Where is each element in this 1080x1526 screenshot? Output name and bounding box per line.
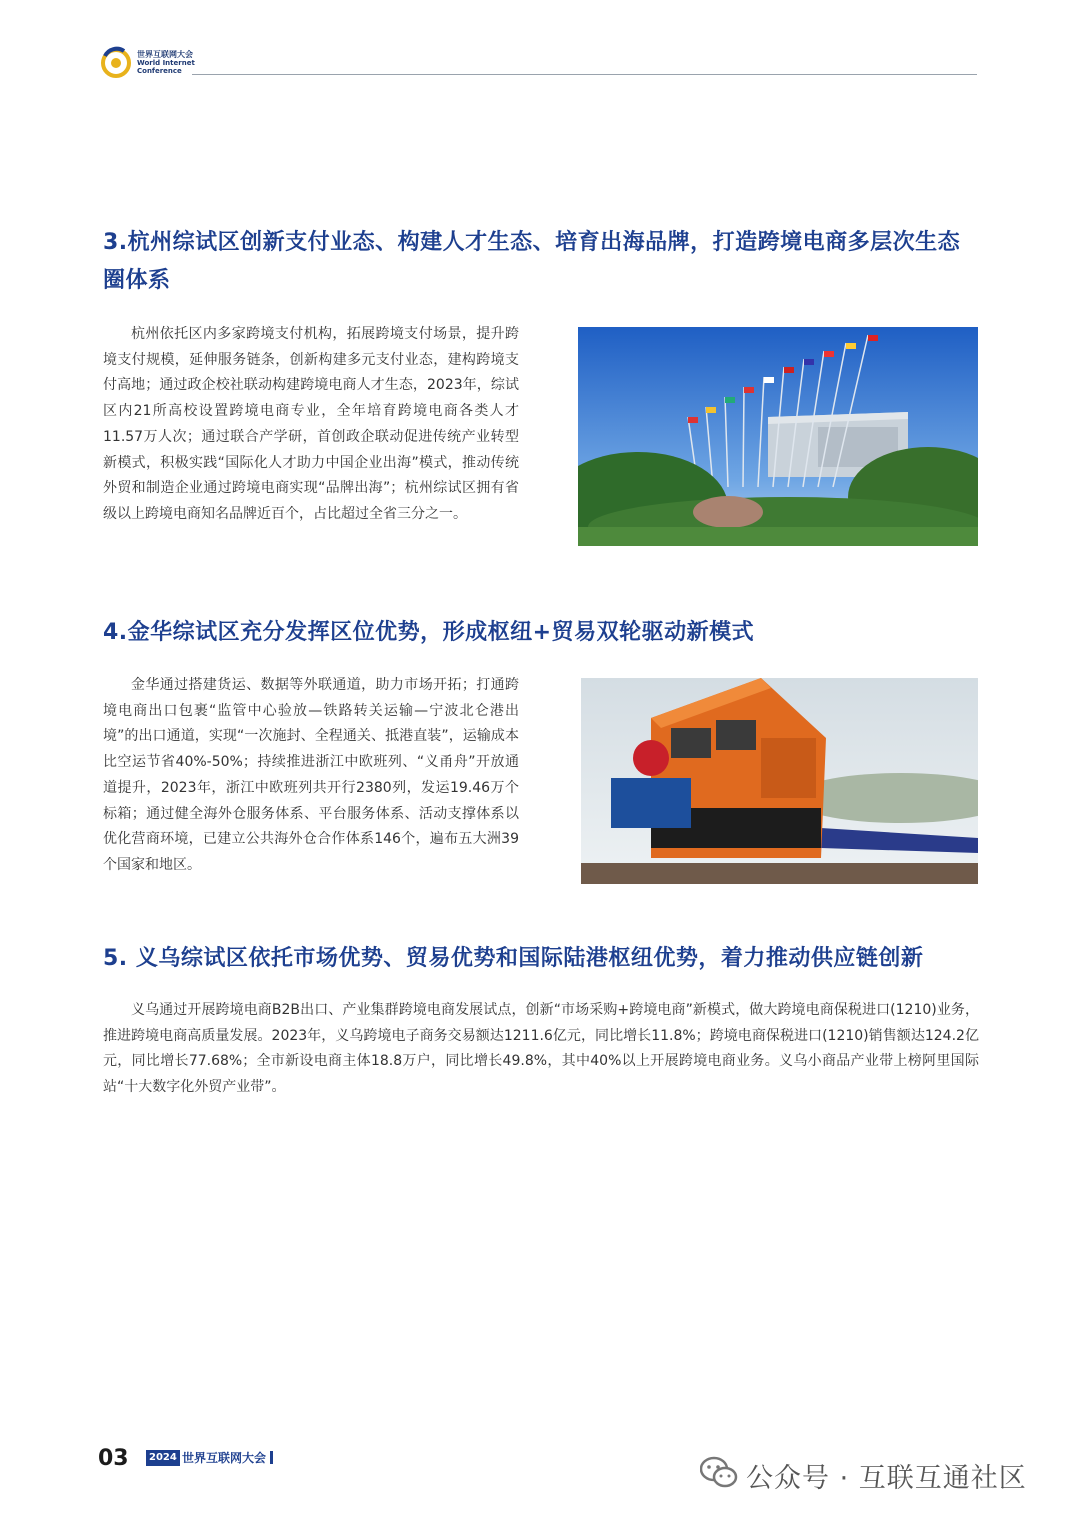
wechat-icon bbox=[700, 1456, 738, 1490]
footer-title: 世界互联网大会 bbox=[182, 1451, 267, 1465]
hangzhou-flags-photo bbox=[578, 327, 978, 546]
section-3-title: 3.杭州综试区创新支付业态、构建人才生态、培育出海品牌，打造跨境电商多层次生态 圈体系 bbox=[103, 230, 961, 293]
section-4-paragraph: 金华通过搭建货运、数据等外联通道，助力市场开拓；打通跨境电商出口包裹“监管中心验放—铁路转关运输—宁波北仑港出境”的出口通道，实现“一次施封、全程通关、抵港直装”，运输成本比空运节省40%-50%；持续推进浙江中欧班列、“义甬舟”开放通道提升，2023年，浙江中欧班列共开行2380列，发运19.46万个标箱；通过健全海外仓服务体系、平台服务体系、活动支撑体系以优化营商环境，已建立公共海外仓合作体系146个，遍布五大洲39个国家和地区。 bbox=[103, 677, 519, 873]
china-europe-train-photo bbox=[581, 678, 978, 884]
logo-text bbox=[137, 51, 195, 75]
logo-en-line2: Conference bbox=[137, 67, 182, 75]
section-5-title: 5. 义乌综试区依托市场优势、贸易优势和国际陆港枢纽优势，着力推动供应链创新 bbox=[103, 946, 924, 971]
footer-bar bbox=[270, 1451, 273, 1464]
watermark-text: 公众号 · 互联互通社区 bbox=[746, 1463, 1027, 1494]
section-4-title: 4.金华综试区充分发挥区位优势，形成枢纽+贸易双轮驱动新模式 bbox=[103, 620, 755, 645]
logo-cn: 世界互联网大会 bbox=[137, 50, 193, 59]
section-3-paragraph: 杭州依托区内多家跨境支付机构，拓展跨境支付场景，提升跨境支付规模，延伸服务链条，创新构建多元支付业态，建构跨境支付高地；通过政企校社联动构建跨境电商人才生态，2023年，综试区内21所高校设置跨境电商专业，全年培育跨境电商各类人才11.57万人次；通过联合产学研，首创政企联动促进传统产业转型新模式，积极实践“国际化人才助力中国企业出海”模式，推动传统外贸和制造企业通过跨境电商实现“品牌出海”；杭州综试区拥有省级以上跨境电商知名品牌近百个，占比超过全省三分之一。 bbox=[103, 326, 519, 522]
section-5-paragraph: 义乌通过开展跨境电商B2B出口、产业集群跨境电商发展试点，创新“市场采购+跨境电商”新模式，做大跨境电商保税进口(1210)业务，推进跨境电商高质量发展。2023年，义乌跨境电子商务交易额达1211.6亿元，同比增长11.8%；跨境电商保税进口(1210)销售额达124.2亿元，同比增长77.68%；全市新设电商主体18.8万户，同比增长49.8%，其中40%以上开展跨境电商业务。义乌小商品产业带上榜阿里国际站“十大数字化外贸产业带”。 bbox=[103, 1002, 979, 1096]
header-rule bbox=[192, 74, 977, 75]
page-number: 03 bbox=[98, 1446, 129, 1471]
footer-year-badge: 2024 bbox=[146, 1450, 180, 1466]
wic-logo-icon bbox=[98, 44, 134, 80]
logo-en-line1: World Internet bbox=[137, 59, 195, 67]
